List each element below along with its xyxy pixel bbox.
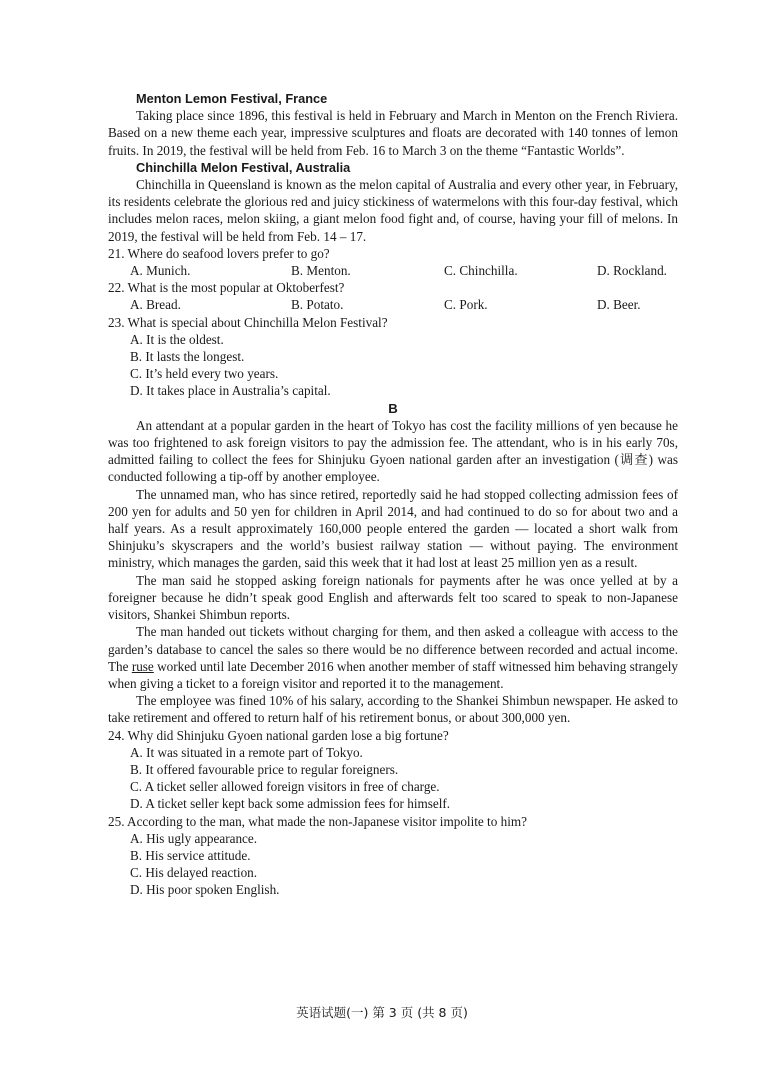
option-a: A. Munich. [130, 263, 191, 279]
option-d: D. His poor spoken English. [130, 882, 280, 898]
chinchilla-heading: Chinchilla Melon Festival, Australia [136, 159, 351, 175]
option-d: D. It takes place in Australia’s capital. [130, 383, 331, 399]
question-22: 22. What is the most popular at Oktoberfest? [108, 280, 345, 296]
chinchilla-paragraph: Chinchilla in Queensland is known as the melon capital of Australia and every other year, in February, its residents celebrate the glorious red and juicy stickiness of watermelons with this four-day festival, which includes melon races, melon skiing, a giant melon food fight and, of course, having your fill of melons. In 2019, the festival will be held from Feb. 14 – 17. [108, 177, 678, 244]
option-b: B. Menton. [291, 263, 351, 279]
option-d: D. Rockland. [597, 263, 667, 279]
option-c: C. Chinchilla. [444, 263, 518, 279]
option-c: C. His delayed reaction. [130, 865, 258, 881]
passage-b-paragraph-5: The employee was fined 10% of his salary, according to the Shankei Shimbun newspaper. He asked to take retirement and offered to return half of his retirement bonus, or about 300,000 yen. [108, 693, 678, 726]
question-22-options [130, 296, 678, 313]
paragraph-4-start: The man handed out tickets without charging for them, and then asked a colleague with access to the garden’s database to cancel the sales so there would be no difference between recorded and actual income. The [108, 624, 678, 674]
option-a: A. It is the oldest. [130, 331, 224, 347]
menton-paragraph: Taking place since 1896, this festival is held in February and March in Menton on the French Riviera. Based on a new theme each year, impressive sculptures and floats are decorated with 140 tonnes of lemon fruits. In 2019, the festival will be held from Feb. 16 to March 3 on the theme “Fantastic Worlds”. [108, 108, 678, 158]
option-b: B. It offered favourable price to regular foreigners. [130, 761, 399, 777]
option-c: C. It’s held every two years. [130, 366, 279, 382]
question-21: 21. Where do seafood lovers prefer to go? [108, 245, 330, 261]
question-23: 23. What is special about Chinchilla Melon Festival? [108, 314, 388, 330]
option-d: D. A ticket seller kept back some admission fees for himself. [130, 796, 451, 812]
option-a: A. It was situated in a remote part of Tokyo. [130, 744, 363, 760]
option-b: B. It lasts the longest. [130, 349, 245, 365]
option-d: D. Beer. [597, 297, 641, 313]
paragraph-4-end: worked until late December 2016 when another member of staff witnessed him behaving strangely when giving a ticket to a foreign visitor and reported it to the management. [108, 658, 678, 691]
underlined-word-ruse: ruse [131, 658, 154, 674]
passage-b-paragraph-3: The man said he stopped asking foreign nationals for payments after he was once yelled at by a foreigner because he didn’t speak good English and afterwards felt too scared to speak to non-Japanese visitors, Shankei Shimbun reports. [108, 572, 678, 623]
option-a: A. His ugly appearance. [130, 830, 258, 846]
question-25: 25. According to the man, what made the non-Japanese visitor impolite to him? [108, 813, 527, 829]
page-footer: 英语试题(一) 第 3 页 (共 8 页) [296, 1005, 468, 1020]
option-a: A. Bread. [130, 297, 181, 313]
option-b: B. Potato. [291, 297, 344, 313]
option-c: C. A ticket seller allowed foreign visitors in free of charge. [130, 779, 440, 795]
passage-b-paragraph-1: An attendant at a popular garden in the heart of Tokyo has cost the facility millions of yen because he was too frightened to ask foreign visitors to pay the admission fee. The attendant, who is in his early 70s, admitted failing to collect the fees for Shinjuku Gyoen national garden after an investigation (调查) was conducted following a tip-off by another employee. [108, 417, 678, 485]
passage-b-paragraph-4 [108, 623, 678, 692]
question-24: 24. Why did Shinjuku Gyoen national garden lose a big fortune? [108, 727, 449, 743]
option-c: C. Pork. [444, 297, 488, 313]
option-b: B. His service attitude. [130, 847, 251, 863]
passage-b-paragraph-2: The unnamed man, who has since retired, reportedly said he had stopped collecting admission fees of 200 yen for adults and 50 yen for children in April 2014, and had continued to do so for about two and a half years. As a result approximately 160,000 people entered the garden — located a short walk from Shinjuku’s skyscrapers and the world’s busiest railway station — without paying. The environment ministry, which manages the garden, said this week that it had lost at least 25 million yen as a result. [108, 486, 678, 571]
page-content [108, 90, 678, 899]
question-21-options [130, 262, 678, 279]
section-b-label: B [388, 400, 398, 416]
menton-heading: Menton Lemon Festival, France [136, 91, 328, 106]
